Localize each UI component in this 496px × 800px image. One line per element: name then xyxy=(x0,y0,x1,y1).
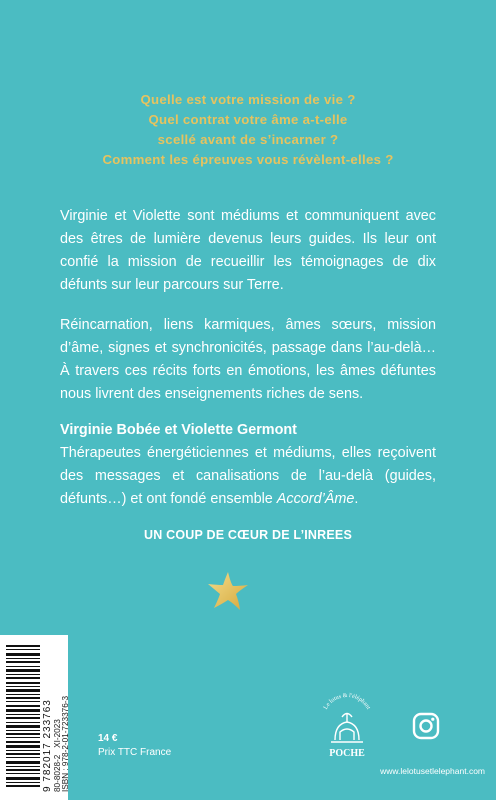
price-amount: 14 € xyxy=(98,733,118,744)
question-line: Quel contrat votre âme a-t-elle xyxy=(148,112,348,127)
author-names: Virginie Bobée et Violette Germont xyxy=(60,422,297,438)
question-line: Comment les épreuves vous révèlent-elles ? xyxy=(102,152,394,167)
author-bio-end: . xyxy=(354,491,359,507)
publisher-website[interactable]: www.lelotusetlelephant.com xyxy=(380,766,485,776)
barcode-code: 80-8028-2 xyxy=(53,754,62,792)
author-bio: Thérapeutes énergéticiennes et médiums, elles reçoivent des messages et canalisations de l’au-delà (guides, défunts…) et ont fondé ensemble xyxy=(60,445,436,507)
tagline: UN COUP DE CŒUR DE L’INREES xyxy=(144,528,352,542)
barcode-date: XI-2023 xyxy=(53,719,62,748)
publisher-label: POCHE xyxy=(329,748,365,759)
barcode-icon xyxy=(6,641,40,793)
logo-arc-text: Le lotus & l'éléphant xyxy=(322,692,372,711)
question-line: Quelle est votre mission de vie ? xyxy=(140,92,356,107)
summary-paragraph-2: Réincarnation, liens karmiques, âmes sœurs, mission d’âme, signes et synchronicités, passage dans l’au-delà… À travers ces récits forts en émotions, les âmes défuntes nous livrent des enseignements riches de sens. xyxy=(60,317,436,402)
brand-name: Accord’Âme xyxy=(276,491,355,507)
price-block xyxy=(98,732,171,760)
star-icon xyxy=(206,570,250,612)
isbn-number: ISBN : 978-2-01-723376-3 xyxy=(61,695,70,792)
question-block xyxy=(30,90,466,170)
author-section xyxy=(60,419,436,511)
instagram-icon[interactable] xyxy=(412,712,440,740)
question-line: scellé avant de s’incarner ? xyxy=(157,132,339,147)
summary-paragraph-1: Virginie et Violette sont médiums et communiquent avec des êtres de lumière devenus leurs guides. Ils leur ont confié la mission de recueillir les témoignages de dix défunts sur leur parcours sur Terre. xyxy=(60,208,436,293)
price-note: Prix TTC France xyxy=(98,747,172,758)
svg-text:Le lotus & l'éléphant xyxy=(323,693,371,711)
barcode-digits: 9 782017 233763 xyxy=(42,699,53,792)
